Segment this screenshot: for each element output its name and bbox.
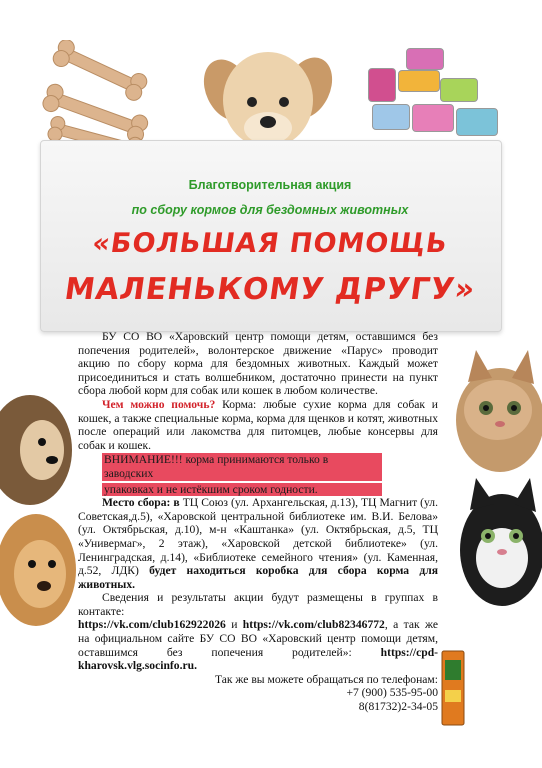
- title-line2: МАЛЕНЬКОМУ ДРУГУ»: [62, 272, 478, 307]
- help-question: Чем можно помочь?: [102, 397, 216, 411]
- phone-2: 8(81732)2-34-05: [358, 700, 438, 714]
- site-text: , а так же на официальном сайте БУ СО ВО «Харовский центр помощи детям, оставшимся без попечения родителей»:: [78, 618, 438, 659]
- warning-line1: ВНИМАНИЕ!!! корма принимаются только в заводских: [102, 453, 382, 480]
- subtitle-line1: Благотворительная акция: [188, 178, 352, 192]
- location-paragraph: [78, 496, 438, 591]
- warning-line2: упаковках и не истёкшим сроком годности.: [102, 483, 382, 497]
- vk-link-2[interactable]: https://vk.com/club82346772: [242, 618, 385, 632]
- phone-1: +7 (900) 535-95-00: [346, 686, 438, 700]
- location-bold-tail: будет находиться коробка для сбора корма для животных.: [78, 564, 438, 591]
- black-white-kitten-icon: [440, 470, 542, 610]
- title-line1: «БОЛЬШАЯ ПОМОЩЬ: [90, 228, 450, 259]
- food-package-icon: [441, 650, 465, 726]
- vk-link-1[interactable]: https://vk.com/club162922026: [78, 618, 226, 632]
- results-text: Сведения и результаты акции будут размещены в группах в контакте:: [78, 591, 438, 618]
- kitten-icon: [440, 340, 542, 480]
- results-paragraph: [78, 591, 438, 618]
- intro-paragraph: БУ СО ВО «Харовский центр помощи детям, оставшимся без попечения родителей», волонтерское движение «Парус» проводит акцию по сбору корма для бездомных животных. Каждый может присоединиться и стать волшебником, достаточно принести на пункт сбора любой корм для собак или кошек в любом количестве.: [78, 330, 438, 398]
- links-paragraph: [78, 618, 438, 672]
- help-answer: Корма: любые сухие корма для собак и кошек, а также специальные корма, корма для щенков и котят, животных после операций или лакомства для питомцев, любые консервы для собак и кошек.: [78, 397, 438, 452]
- location-label: Место сбора: в: [102, 496, 180, 510]
- site-link[interactable]: https://cpd-kharovsk.vlg.socinfo.ru.: [78, 645, 439, 673]
- help-paragraph: [78, 398, 438, 452]
- dog-icon: [0, 510, 80, 630]
- phone-intro: Так же вы можете обращаться по телефонам:: [214, 672, 438, 686]
- pet-food-cans-icon: [368, 48, 508, 140]
- subtitle-line2: по сбору кормов для бездомных животных: [131, 203, 409, 217]
- announcement-body: [78, 330, 438, 714]
- location-text: ТЦ Союз (ул. Архангельская, д.13), ТЦ Магнит (ул. Советская,д.5), «Харовской центральной библиотеке им. В.И. Белова» (ул. Октябрьская, д.10), м-н «Каштанка» (ул. Октябрьская, д.5, ТЦ «Универмаг», 2 этаж), «Харовской детской библиотеке» (ул. Ленинградская, д.14), «Библиотеке семейного чтения» (ул. Каменная, д.52, ЛДК): [78, 496, 438, 578]
- dog-icon: [0, 390, 80, 510]
- and-text: и: [225, 618, 243, 632]
